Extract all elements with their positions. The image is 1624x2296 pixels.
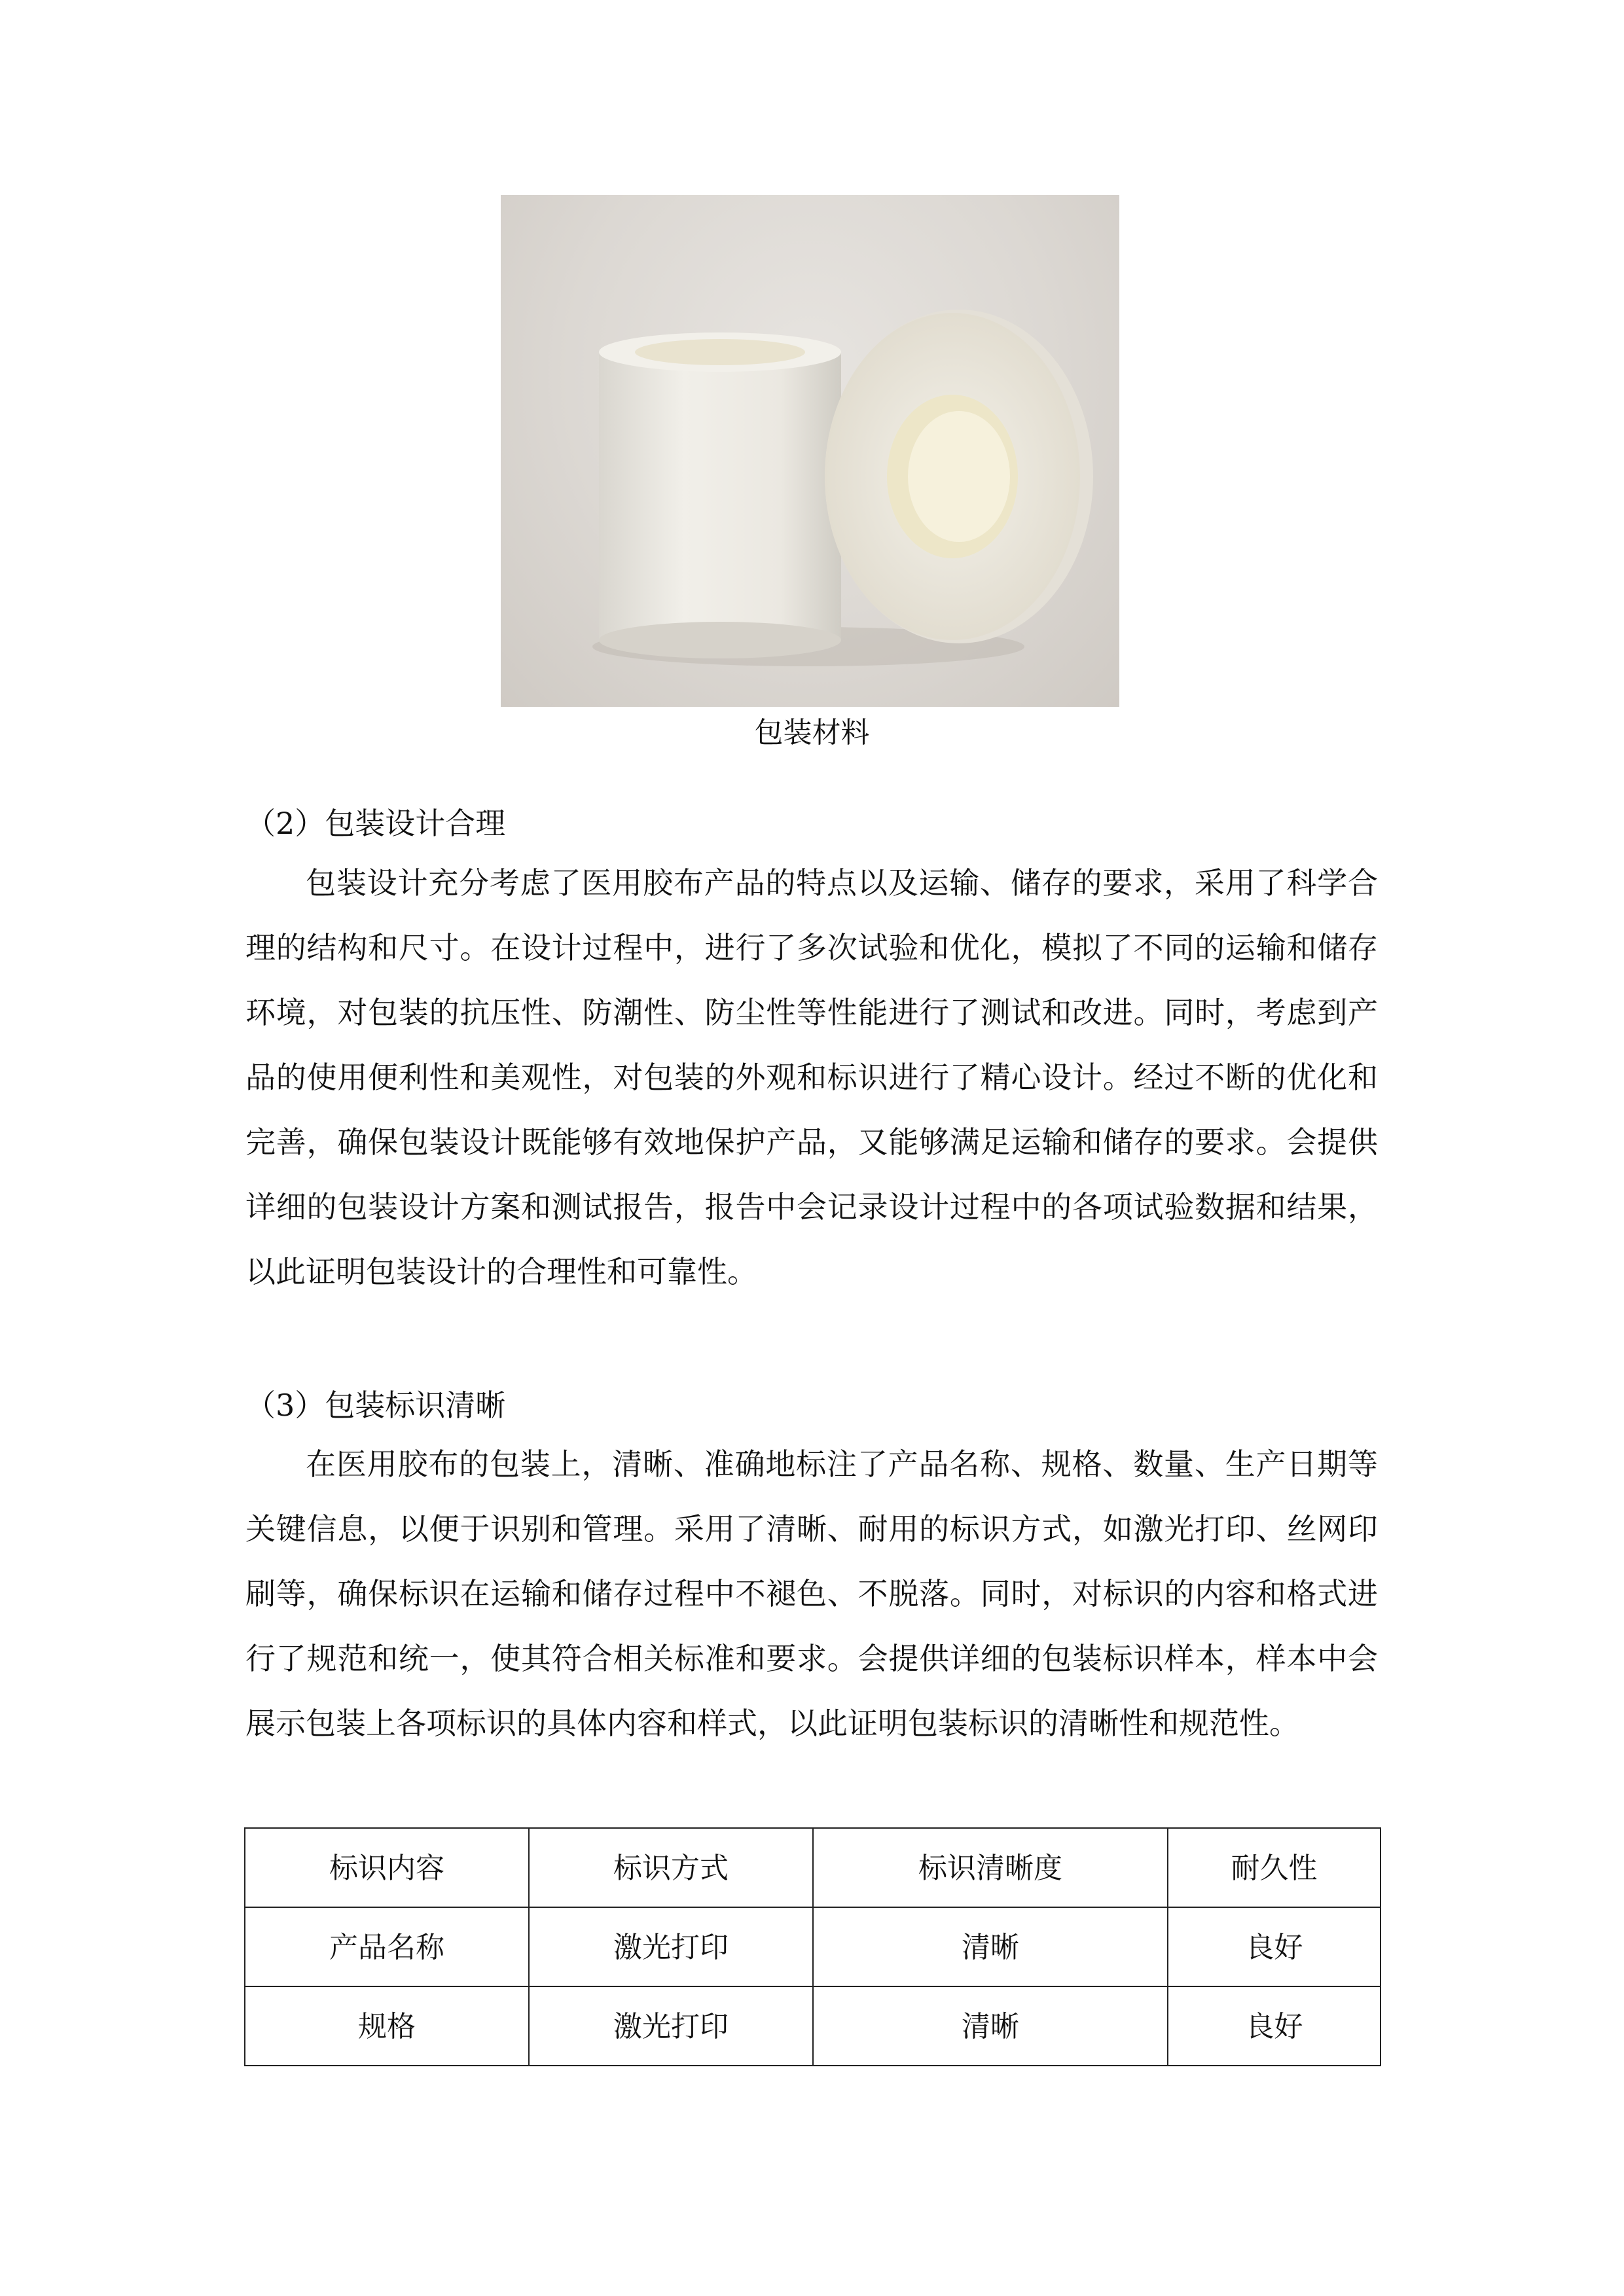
figure-caption: 包装材料 (754, 716, 870, 749)
table-header-cell: 标识方式 (529, 1828, 813, 1907)
section-2-heading: （2）包装设计合理 (245, 806, 506, 841)
table-row (245, 1907, 1380, 1986)
table-header-cell: 标识清晰度 (813, 1828, 1168, 1907)
table-cell: 激光打印 (529, 1907, 813, 1986)
section-2-body (245, 851, 1378, 1304)
table-cell: 激光打印 (529, 1986, 813, 2066)
table-cell: 良好 (1168, 1907, 1380, 1986)
table-cell: 清晰 (813, 1907, 1168, 1986)
label-table (244, 1827, 1381, 2066)
table-cell: 良好 (1168, 1986, 1380, 2066)
section-3-heading: （3）包装标识清晰 (245, 1388, 506, 1423)
section-3-body (245, 1432, 1378, 1756)
section-3-paragraph: 在医用胶布的包装上，清晰、准确地标注了产品名称、规格、数量、生产日期等关键信息，以便于识别和管理。采用了清晰、耐用的标识方式，如激光打印、丝网印刷等，确保标识在运输和储存过程中不褪色、不脱落。同时，对标识的内容和格式进行了规范和统一，使其符合相关标准和要求。会提供详细的包装标识样本，样本中会展示包装上各项标识的具体内容和样式，以此证明包装标识的清晰性和规范性。 (245, 1446, 1378, 1741)
tape-rolls-icon (501, 195, 1119, 707)
table-row (245, 1986, 1380, 2066)
section-3 (245, 1386, 1378, 1425)
table-cell: 清晰 (813, 1986, 1168, 2066)
table-cell: 规格 (245, 1986, 529, 2066)
table-cell: 产品名称 (245, 1907, 529, 1986)
table-header-row (245, 1828, 1380, 1907)
table-header-cell: 耐久性 (1168, 1828, 1380, 1907)
section-2-paragraph: 包装设计充分考虑了医用胶布产品的特点以及运输、储存的要求，采用了科学合理的结构和尺寸。在设计过程中，进行了多次试验和优化，模拟了不同的运输和储存环境，对包装的抗压性、防潮性、防尘性等性能进行了测试和改进。同时，考虑到产品的使用便利性和美观性，对包装的外观和标识进行了精心设计。经过不断的优化和完善，确保包装设计既能够有效地保护产品，又能够满足运输和储存的要求。会提供详细的包装设计方案和测试报告，报告中会记录设计过程中的各项试验数据和结果，以此证明包装设计的合理性和可靠性。 (245, 865, 1378, 1289)
section-2 (245, 804, 1378, 843)
table-header-cell: 标识内容 (245, 1828, 529, 1907)
tape-rolls-photo (501, 195, 1119, 707)
